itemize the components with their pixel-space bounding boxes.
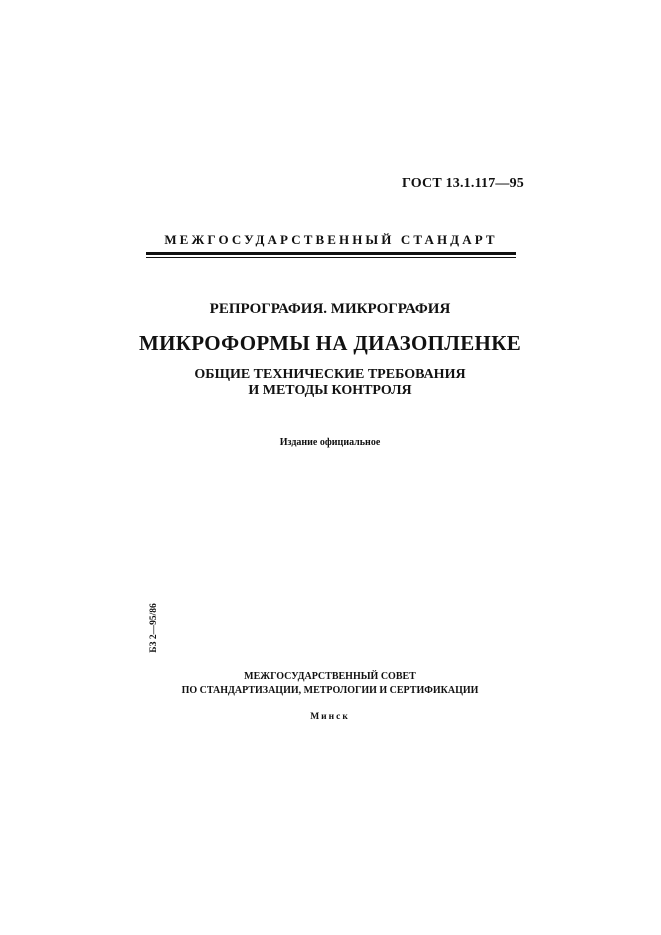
title-subtitle [120, 367, 540, 399]
standard-type-heading: МЕЖГОСУДАРСТВЕННЫЙ СТАНДАРТ [164, 232, 498, 247]
header-rule-thin [146, 257, 516, 258]
title-subtitle-line-1: ОБЩИЕ ТЕХНИЧЕСКИЕ ТРЕБОВАНИЯ [194, 367, 466, 382]
publisher [120, 670, 540, 698]
title-main: МИКРОФОРМЫ НА ДИАЗОПЛЕНКЕ [138, 331, 522, 355]
header-rule-thick [146, 252, 516, 255]
title-general: РЕПРОГРАФИЯ. МИКРОГРАФИЯ [209, 301, 451, 317]
edition-label: Издание официальное [279, 437, 381, 448]
gost-number: ГОСТ 13.1.117—95 [402, 176, 524, 191]
registry-code: БЗ 2—95/86 [149, 603, 159, 653]
title-subtitle-line-2: И МЕТОДЫ КОНТРОЛЯ [248, 383, 412, 398]
publisher-line-1: МЕЖГОСУДАРСТВЕННЫЙ СОВЕТ [244, 671, 416, 682]
publication-city: Минск [310, 712, 350, 722]
publisher-line-2: ПО СТАНДАРТИЗАЦИИ, МЕТРОЛОГИИ И СЕРТИФИКАЦИИ [181, 685, 479, 696]
